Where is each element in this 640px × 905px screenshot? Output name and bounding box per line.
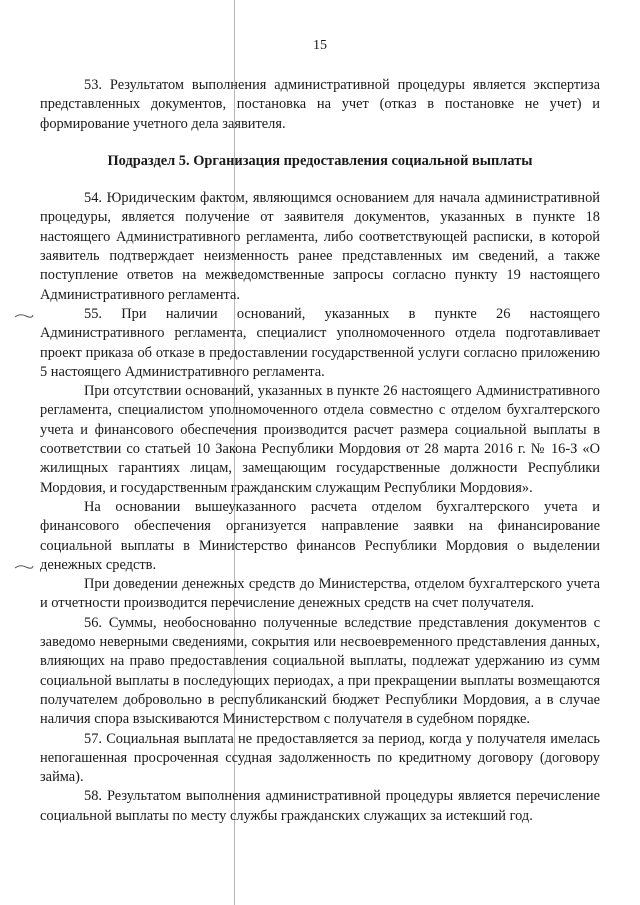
paragraph-53: 53. Результатом выполнения административной процедуры является экспертиза представленных документов, постановка на учет (отказ в постановке не учет) и формирование учетного дела заявителя.: [40, 77, 600, 132]
paragraph-58: 58. Результатом выполнения административной процедуры является перечисление социальной выплаты по месту службы гражданских служащих за истекший год.: [40, 788, 600, 824]
paragraph-56: 56. Суммы, необоснованно полученные вследствие представления документов с заведомо неверными сведениями, сокрытия или несвоевременного представления данных, влияющих на право предоставления социальной выплаты, подлежат удержанию из сумм социальной выплаты в последующих периодах, а при прекращении выплаты возмещаются получателем добровольно в республиканский бюджет Республики Мордовия, а в случае наличия спора взыскиваются Министерством с получателя в судебном порядке.: [40, 614, 600, 728]
margin-tick-mark: [14, 564, 34, 570]
page-number: 15: [313, 38, 327, 53]
paragraph-55-funding-request: На основании вышеуказанного расчета отделом бухгалтерского учета и финансового обеспечения организуется направление заявки на финансирование социальной выплаты в Министерство финансов Республики Мордовия о выделении денежных средств.: [40, 498, 600, 573]
section-heading: Подраздел 5. Организация предоставления социальной выплаты: [107, 152, 533, 169]
paragraph-54: 54. Юридическим фактом, являющимся основанием для начала административной процедуры, является получение от заявителя документов, указанных в пункте 18 настоящего Административного регламента, либо соответствующей расписки, в которой заявитель подтверждает неизменность ранее представленных им сведений, а также поступление ответов на межведомственные запросы согласно пункту 19 настоящего Административного регламента.: [40, 190, 600, 303]
document-body: [40, 76, 600, 826]
paragraph-55-transfer: При доведении денежных средств до Министерства, отделом бухгалтерского учета и отчетности производится перечисление денежных средств на счет получателя.: [40, 576, 600, 612]
paragraph-57: 57. Социальная выплата не предоставляется за период, когда у получателя имелась непогашенная просроченная ссудная задолженность по кредитному договору (договору займа).: [40, 730, 600, 786]
paragraph-55: 55. При наличии оснований, указанных в пункте 26 настоящего Административного регламента, специалист уполномоченного отдела подготавливает проект приказа об отказе в предоставлении государственной услуги согласно приложению 5 настоящего Административного регламента.: [40, 305, 600, 380]
paragraph-55-calculation: При отсутствии оснований, указанных в пункте 26 настоящего Административного регламента, специалистом уполномоченного отдела совместно с отделом бухгалтерского учета и финансового обеспечения производится расчет размера социальной выплаты в соответствии со статьей 10 Закона Республики Мордовия от 28 марта 2016 г. № 16-З «О жилищных гарантиях лицам, замещающим государственные должности Республики Мордовия, и государственным гражданским служащим Республики Мордовия».: [40, 383, 600, 496]
margin-tick-mark: [14, 313, 34, 319]
